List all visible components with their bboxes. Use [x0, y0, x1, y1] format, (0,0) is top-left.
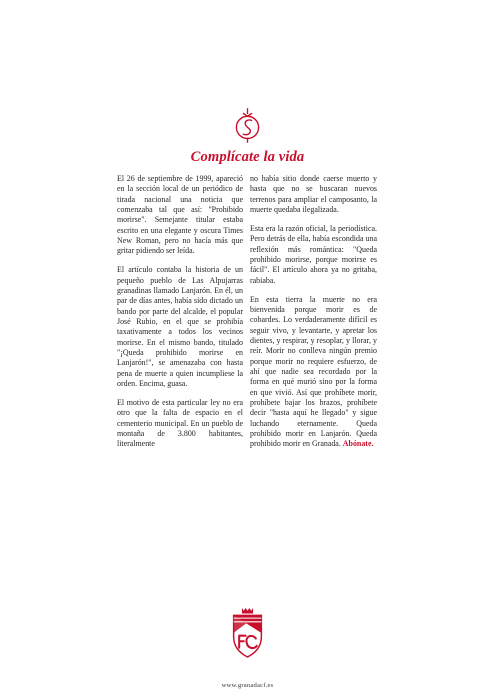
- paragraph: no había sitio donde caerse muerto y hasta que no se buscaran nuevos terrenos para ampliar el camposanto, la muerte quedaba ilegalizada.: [250, 174, 377, 215]
- paragraph: Esta era la razón oficial, la periodística. Pero detrás de ella, había escondida una reflexión más romántica: "Queda prohibido morirse, porque morirse es fácil". El artículo ahora ya no gritaba, rabiaba.: [250, 223, 377, 285]
- article-column-right: [250, 174, 377, 458]
- footer-url[interactable]: www.granadacf.es: [221, 682, 274, 689]
- paragraph: [250, 295, 377, 450]
- subscribe-link[interactable]: Abónate.: [342, 439, 374, 449]
- paragraph-text: En esta tierra la muerte no era bienvenida porque morir es de cobardes. Lo verdaderamente difícil es seguir vivo, y levantarte, y apretar los dientes, y respirar, y resoplar, y llorar, y reír. Morir no conlleva ningún premio porque morir no requiere esfuerzo, de ahí que nadie sea recordado por la forma en qué murió sino por la forma en que vivió. Así que prohíbete morir, prohíbete bajar los brazos, prohíbete decir "hasta aquí he llegado" y sigue luchando eternamente. Queda prohibido morir en Lanjarón. Queda prohibido morir en Granada.: [250, 294, 377, 449]
- paragraph: El motivo de esta particular ley no era otro que la falta de espacio en el cementerio municipal. En un pueblo de montaña de 3.800 habitantes, literalmente: [117, 398, 243, 449]
- article-column-left: [117, 174, 243, 458]
- article-title: Complícate la vida: [190, 149, 305, 165]
- pomegranate-emblem-icon: [229, 107, 266, 144]
- paragraph: El artículo contaba la historia de un pequeño pueblo de Las Alpujarras granadinas llamado Lanjarón. En él, un par de días antes, había sido dictado un bando por parte del alcalde, el popular José Rubio, en el que se prohibía taxativamente a todos los vecinos morirse. En el mismo bando, titulado "¡Queda prohibido morirse en Lanjarón!", se amenazaba con hasta pena de muerte a quien incumpliese la orden. Encima, guasa.: [117, 265, 243, 389]
- paragraph: El 26 de septiembre de 1999, apareció en la sección local de un periódico de tirada nacional una noticia que comenzaba tal que así: "Prohibido morirse". Semejante titular estaba escrito en una elegante y oscura Times New Roman, pero no hacía más que gritar pidiendo ser leída.: [117, 174, 243, 256]
- club-crest-icon: [229, 605, 266, 659]
